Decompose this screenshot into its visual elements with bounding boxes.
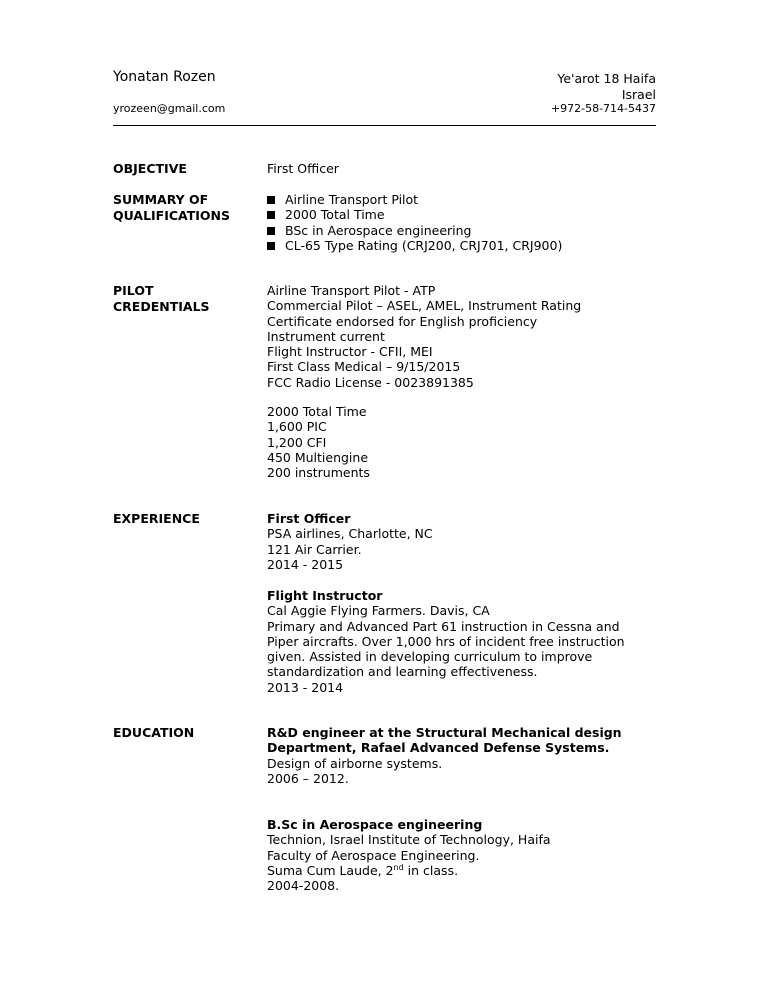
credentials-label-line-1: PILOT xyxy=(113,283,154,298)
list-item xyxy=(267,238,562,253)
hours-line: 450 Multiengine xyxy=(267,449,369,465)
hours-line: 1,200 CFI xyxy=(267,434,327,450)
job-title: Flight Instructor xyxy=(267,588,383,603)
header-divider xyxy=(113,125,656,126)
education-detail: Design of airborne systems. xyxy=(267,755,443,771)
job-dates: 2014 - 2015 xyxy=(267,556,344,572)
credentials-label-line-2: CREDENTIALS xyxy=(113,298,210,314)
square-bullet-icon xyxy=(267,211,275,219)
certificate-line: Instrument current xyxy=(267,328,385,344)
certificate-line: Commercial Pilot – ASEL, AMEL, Instrument Rating xyxy=(267,298,582,314)
objective-value xyxy=(267,161,339,176)
education-rafael xyxy=(267,725,622,786)
hours-line: 2000 Total Time xyxy=(267,404,367,419)
job-detail: standardization and learning effectiveness. xyxy=(267,664,538,680)
list-item-text: 2000 Total Time xyxy=(285,207,385,223)
qualifications-list xyxy=(267,192,562,254)
honors-text: Suma Cum Laude, 2 xyxy=(267,862,394,878)
list-item xyxy=(267,192,562,207)
education-technion xyxy=(267,817,551,893)
objective-text: First Officer xyxy=(267,161,339,176)
certificate-line: Airline Transport Pilot - ATP xyxy=(267,283,436,298)
objective-label: OBJECTIVE xyxy=(113,161,187,176)
phone-number: +972-58-714-5437 xyxy=(550,102,656,115)
email-address: yrozeen@gmail.com xyxy=(113,102,226,115)
experience-label: EXPERIENCE xyxy=(113,511,200,526)
list-item-text: Airline Transport Pilot xyxy=(285,192,419,207)
job-detail: Primary and Advanced Part 61 instruction in Cessna and xyxy=(267,618,620,634)
square-bullet-icon xyxy=(267,196,275,204)
job-detail: given. Assisted in developing curriculum to improve xyxy=(267,649,593,665)
job-detail: Cal Aggie Flying Farmers. Davis, CA xyxy=(267,603,490,619)
list-item-text: BSc in Aerospace engineering xyxy=(285,222,472,238)
job-first-officer xyxy=(267,511,433,572)
certificate-line: FCC Radio License - 0023891385 xyxy=(267,374,474,390)
flight-hours-list xyxy=(267,404,370,480)
education-detail: Technion, Israel Institute of Technology, Haifa xyxy=(267,832,551,848)
candidate-name: Yonatan Rozen xyxy=(113,69,216,85)
education-dates: 2006 – 2012. xyxy=(267,770,349,786)
job-detail: 121 Air Carrier. xyxy=(267,541,362,557)
summary-label-line-2: QUALIFICATIONS xyxy=(113,207,231,223)
address-line-1: Ye'arot 18 Haifa xyxy=(557,71,656,86)
summary-label xyxy=(113,192,230,223)
honors-ordinal: nd xyxy=(393,862,404,872)
address-line-2: Israel xyxy=(621,87,656,102)
education-title: B.Sc in Aerospace engineering xyxy=(267,817,483,832)
certificate-line: First Class Medical – 9/15/2015 xyxy=(267,359,461,375)
square-bullet-icon xyxy=(267,227,275,235)
certificate-line: Flight Instructor - CFII, MEI xyxy=(267,344,433,360)
certificate-line: Certificate endorsed for English proficiency xyxy=(267,313,538,329)
hours-line: 200 instruments xyxy=(267,465,370,481)
honors-suffix: in class. xyxy=(403,862,459,878)
square-bullet-icon xyxy=(267,242,275,250)
education-label: EDUCATION xyxy=(113,725,195,740)
list-item-text: CL-65 Type Rating (CRJ200, CRJ701, CRJ900) xyxy=(285,238,563,254)
postal-address xyxy=(557,71,656,103)
education-honors xyxy=(267,863,551,878)
certificates-list xyxy=(267,283,581,390)
education-dates: 2004-2008. xyxy=(267,878,340,894)
education-title: Department, Rafael Advanced Defense Systems. xyxy=(267,740,610,756)
education-detail: Faculty of Aerospace Engineering. xyxy=(267,847,480,863)
job-detail: Piper aircrafts. Over 1,000 hrs of incident free instruction xyxy=(267,633,625,649)
list-item xyxy=(267,223,562,238)
hours-line: 1,600 PIC xyxy=(267,419,327,435)
list-item xyxy=(267,207,562,222)
job-dates: 2013 - 2014 xyxy=(267,679,344,695)
summary-label-line-1: SUMMARY OF xyxy=(113,192,209,207)
credentials-label xyxy=(113,283,210,314)
job-detail: PSA airlines, Charlotte, NC xyxy=(267,526,433,542)
job-flight-instructor xyxy=(267,588,625,695)
education-title: R&D engineer at the Structural Mechanical design xyxy=(267,725,622,740)
job-title: First Officer xyxy=(267,511,351,526)
